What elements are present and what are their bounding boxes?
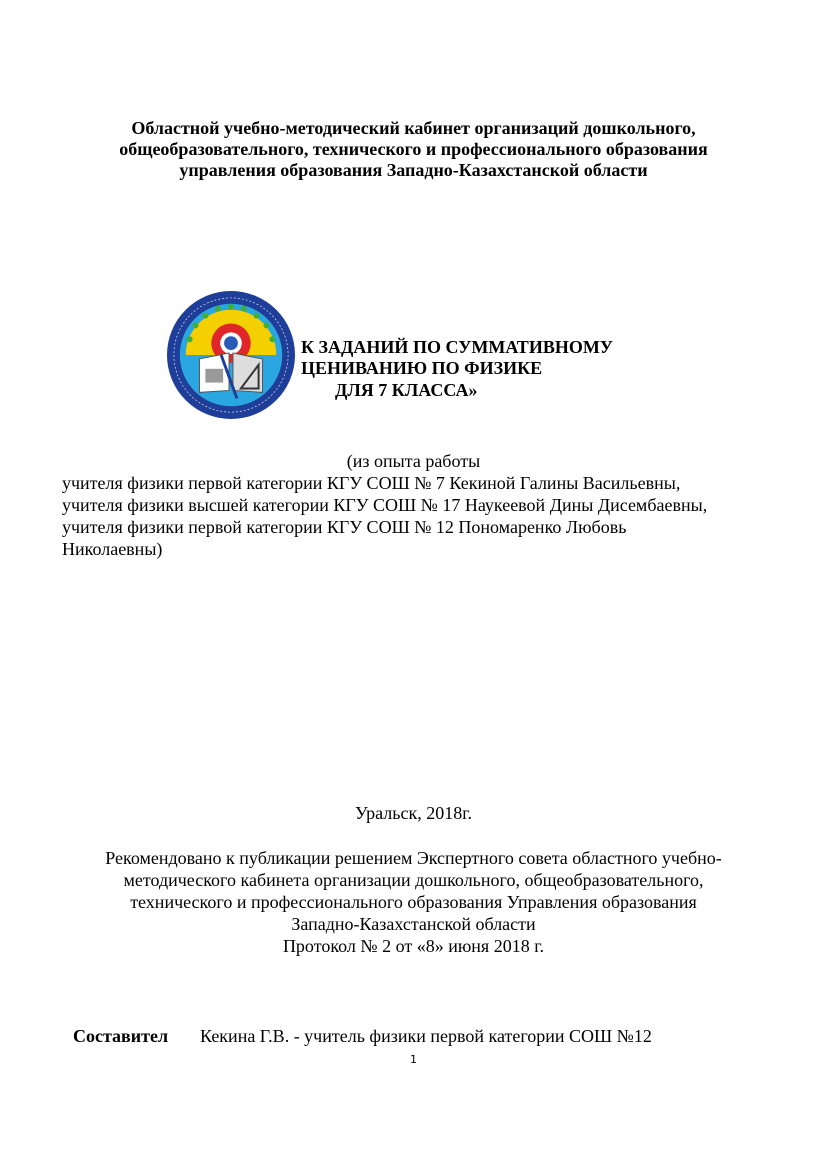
recommendation-line: Западно-Казахстанской области: [291, 914, 536, 934]
author-line: Николаевны): [62, 539, 163, 559]
composer-text: Кекина Г.В. - учитель физики первой категории СОШ №12: [200, 1026, 652, 1046]
recommendation-line: методического кабинета организации дошкольного, общеобразовательного,: [123, 870, 704, 890]
author-line: учителя физики первой категории КГУ СОШ № 12 Пономаренко Любовь: [62, 517, 627, 537]
city-year: Уральск, 2018г.: [354, 803, 473, 823]
header-line: управления образования Западно-Казахстанской области: [179, 160, 648, 180]
page-number: 1: [410, 1053, 417, 1066]
author-line: учителя физики высшей категории КГУ СОШ № 17 Наукеевой Дины Дисембаевны,: [62, 495, 708, 515]
header-line: общеобразовательного, технического и профессионального образования: [119, 139, 708, 159]
authors-intro: (из опыта работы: [346, 451, 481, 471]
recommendation-line: технического и профессионального образования Управления образования: [130, 892, 697, 912]
title-line: ДЛЯ 7 КЛАССА»: [335, 380, 478, 400]
author-line: учителя физики первой категории КГУ СОШ № 7 Кекиной Галины Васильевны,: [62, 473, 681, 493]
header-line: Областной учебно-методический кабинет организаций дошкольного,: [131, 118, 696, 138]
recommendation-line: Протокол № 2 от «8» июня 2018 г.: [282, 936, 545, 956]
title-line: ЦЕНИВАНИЮ ПО ФИЗИКЕ: [301, 358, 543, 378]
title-line: К ЗАДАНИЙ ПО СУММАТИВНОМУ: [301, 337, 614, 357]
recommendation-line: Рекомендовано к публикации решением Экспертного совета областного учебно-: [105, 848, 722, 868]
institution-logo: [166, 290, 296, 420]
composer-label: Составител: [73, 1026, 169, 1046]
